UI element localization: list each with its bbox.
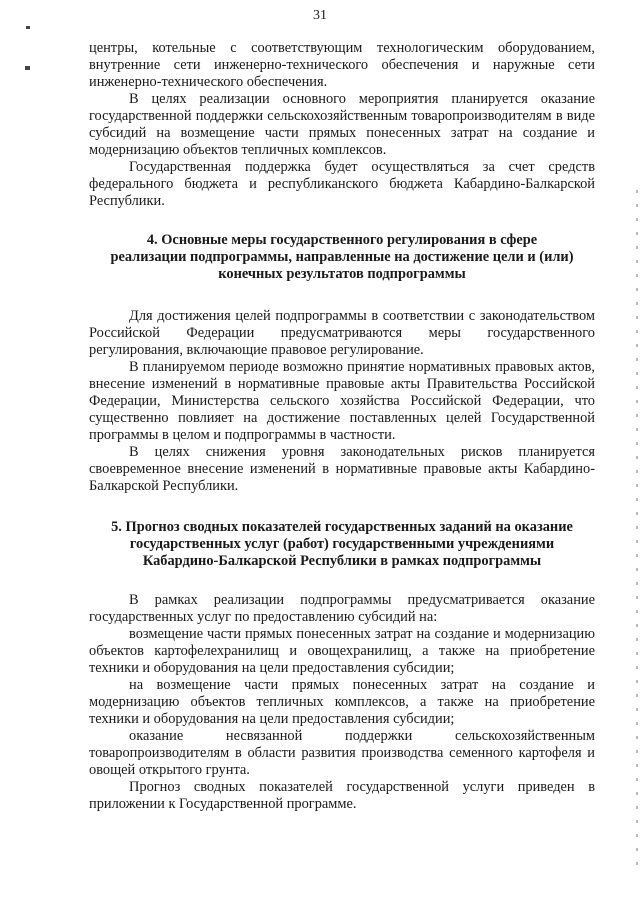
- heading-line: реализации подпрограммы, направленные на достижение цели и (или): [110, 249, 574, 265]
- section-5-heading: [89, 519, 595, 570]
- page-number: 31: [313, 8, 327, 23]
- section-4-heading: [89, 232, 595, 283]
- paragraph-continued: центры, котельные с соответствующим технологическим оборудованием, внутренние сети инженерно-технического обеспечения и наружные сети инженерно-технического обеспечения.: [89, 40, 595, 90]
- scan-edge-marks: [636, 190, 638, 870]
- list-paragraph: возмещение части прямых понесенных затрат на создание и модернизацию объектов картофелехранилищ и овощехранилищ, а также на приобретение техники и оборудования на цели предоставления субсидии;: [89, 626, 595, 676]
- paragraph: В целях реализации основного мероприятия планируется оказание государственной поддержки сельскохозяйственным товаропроизводителям в виде субсидий на возмещение части прямых понесенных затрат на создание и модернизацию объектов тепличных комплексов.: [89, 91, 595, 158]
- paragraph: В планируемом периоде возможно принятие нормативных правовых актов, внесение изменений в нормативные правовые акты Правительства Российской Федерации, Министерства сельского хозяйства Российской Федерации, что существенно повлияет на достижение поставленных целей Государственной программы в целом и подпрограммы в частности.: [89, 359, 595, 443]
- heading-line: Кабардино-Балкарской Республики в рамках подпрограммы: [142, 553, 542, 569]
- heading-line: 4. Основные меры государственного регулирования в сфере: [146, 232, 538, 248]
- paragraph: В рамках реализации подпрограммы предусматривается оказание государственных услуг по предоставлению субсидий на:: [89, 592, 595, 625]
- scan-mark: [26, 26, 30, 29]
- heading-line: государственных услуг (работ) государственными учреждениями: [129, 536, 555, 552]
- list-paragraph: на возмещение части прямых понесенных затрат на создание и модернизацию объектов тепличных комплексов, а также на приобретение техники и оборудования на цели предоставления субсидии;: [89, 677, 595, 727]
- paragraph: Для достижения целей подпрограммы в соответствии с законодательством Российской Федерации предусматриваются меры государственного регулирования, включающие правовое регулирование.: [89, 308, 595, 358]
- paragraph: В целях снижения уровня законодательных рисков планируется своевременное внесение изменений в нормативные правовые акты Кабардино-Балкарской Республики.: [89, 444, 595, 494]
- document-body: [89, 40, 595, 813]
- scan-mark: [25, 66, 30, 70]
- paragraph: Прогноз сводных показателей государственной услуги приведен в приложении к Государственной программе.: [89, 779, 595, 812]
- list-paragraph: оказание несвязанной поддержки сельскохозяйственным товаропроизводителям в области развития производства семенного картофеля и овощей открытого грунта.: [89, 728, 595, 778]
- paragraph: Государственная поддержка будет осуществляться за счет средств федерального бюджета и республиканского бюджета Кабардино-Балкарской Республики.: [89, 159, 595, 209]
- heading-line: конечных результатов подпрограммы: [218, 266, 466, 282]
- heading-line: 5. Прогноз сводных показателей государственных заданий на оказание: [111, 519, 573, 535]
